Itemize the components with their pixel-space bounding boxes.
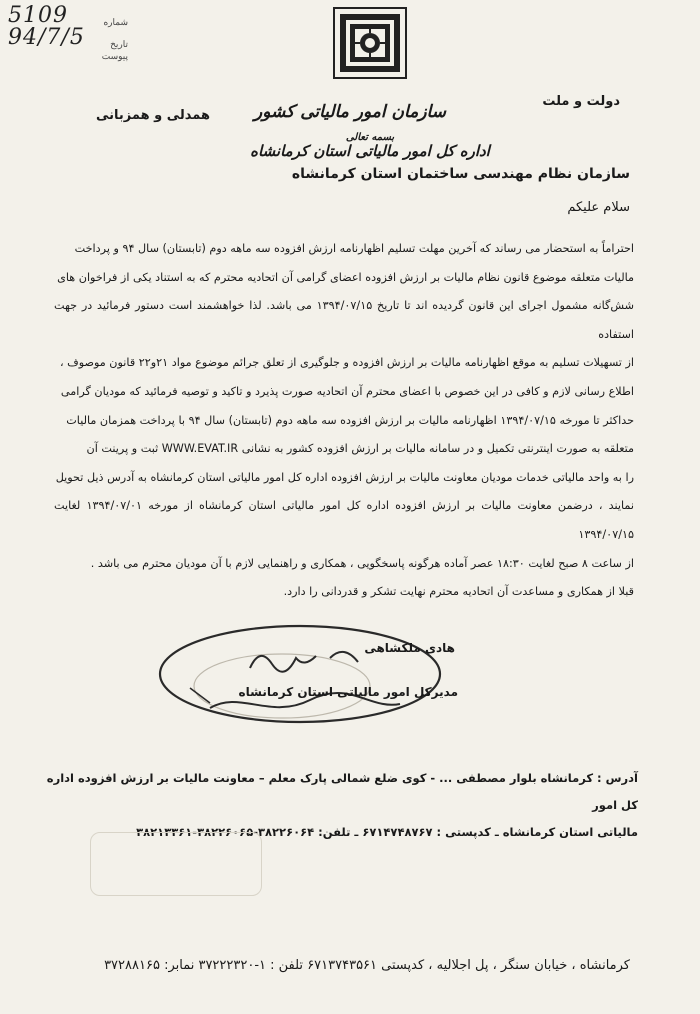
tax-organization-emblem-icon [332, 6, 408, 80]
signature-stamp-icon [150, 608, 450, 733]
body-line: را به واحد مالیاتی خدمات مودیان معاونت مالیات بر ارزش افزوده اداره کل امور مالیاتی استان کرمانشاه به آدرس ذیل تحویل [55, 470, 634, 484]
body-line: شش‌گانه مشمول اجرای این قانون گردیده اند تا تاریخ ۱۳۹۴/۰۷/۱۵ می باشد. لذا خواهشمند است دستور فرمائید در جهت استفاده [54, 299, 634, 341]
body-line: متعلقه به صورت اینترنتی تکمیل و در سامانه مالیات بر ارزش افزوده کشور به نشانی WWW.EVAT.IR ثبت و پرینت آن [86, 442, 634, 456]
body-line: از تسهیلات تسلیم به موقع اظهارنامه مالیات بر ارزش افزوده و جلوگیری از تعلق جرائم موضوع مواد ۲۱و۲۲ قانون موصوف ، [59, 356, 634, 370]
address-line: آدرس : کرمانشاه بلوار مصطفی ... - کوی ضلع شمالی پارک معلم – معاونت مالیات بر ارزش افزوده اداره کل امور [46, 771, 638, 812]
signatory-name: هادی ملکشاهی [364, 641, 455, 655]
faint-stamp-icon [90, 832, 262, 896]
body-line: اطلاع رسانی لازم و کافی در این خصوص با اعضای محترم آن اتحادیه صورت پذیرد و تاکید و توصیه فرمائید که مودیان گرامی [60, 384, 634, 398]
body-line: از ساعت ۸ صبح لغایت ۱۸:۳۰ عصر آماده هرگونه پاسخگویی ، همکاری و راهنمایی لازم با آن مودیان محترم می باشد . [90, 556, 634, 570]
letter-body [54, 235, 634, 607]
address-line: مالیاتی استان کرمانشاه ـ کدپستی : ۶۷۱۴۷۴۸۷۶۷ ـ تلفن: ۳۸۲۲۶۰۶۴-۳۸۲۲۶۰۶۵-۳۸۲۱۳۳۶۱ [136, 825, 638, 839]
body-line: نمایند ، درضمن معاونت مالیات بر ارزش افزوده اداره کل امور مالیاتی استان کرمانشاه از مورخه ۱۳۹۴/۰۷/۰۱ لغایت ۱۳۹۴/۰۷/۱۵ [54, 499, 635, 541]
organization-name: سازمان امور مالیاتی کشور [254, 102, 446, 122]
letter-recipient: سازمان نظام مهندسی ساختمان استان کرمانشاه [291, 166, 630, 182]
body-line: مالیات متعلقه موضوع قانون نظام مالیات بر ارزش افزوده اعضای گرامی آن اتحادیه محترم که به استناد یکی از فراخوان های [57, 270, 634, 284]
motto-right: دولت و ملت [542, 94, 620, 109]
organization-subdivision: اداره کل امور مالیاتی استان کرمانشاه [250, 142, 490, 160]
motto-left: همدلی و همزبانی [96, 108, 211, 123]
letter-number-label: شماره [103, 18, 128, 28]
letter-salutation: سلام علیکم [567, 200, 630, 215]
letter-number: 5109 [8, 3, 68, 28]
body-line: حداکثر تا مورخه ۱۳۹۴/۰۷/۱۵ اظهارنامه مالیات بر ارزش افزوده سه ماهه دوم (تابستان) سال ۹۴ با پرداخت همزمان مالیات [66, 413, 634, 427]
bismillah: بسمه تعالی [345, 132, 395, 143]
letter-date-label: تاریخ [110, 40, 128, 50]
letter-meta [8, 3, 128, 62]
letterhead-footer: کرمانشاه ، خیابان سنگر ، پل اجلالیه ، کدپستی ۶۷۱۳۷۴۳۵۶۱ تلفن : ۱-۳۷۲۲۲۳۲۰ نمابر: ۳۷۲۸۸۱۶۵ [104, 958, 630, 973]
body-line: احتراماً به استحضار می رساند که آخرین مهلت تسلیم اظهارنامه ارزش افزوده سه ماهه دوم (تابستان) سال ۹۴ و پرداخت [74, 242, 634, 255]
signatory-title: مدیرکل امور مالیاتی استان کرمانشاه [238, 685, 458, 699]
letter-attachment-label: پیوست [101, 52, 128, 62]
letter-date: 94/7/5 [8, 25, 85, 50]
body-line: قبلا از همکاری و مساعدت آن اتحادیه محترم نهایت تشکر و قدردانی را دارد. [283, 585, 634, 599]
